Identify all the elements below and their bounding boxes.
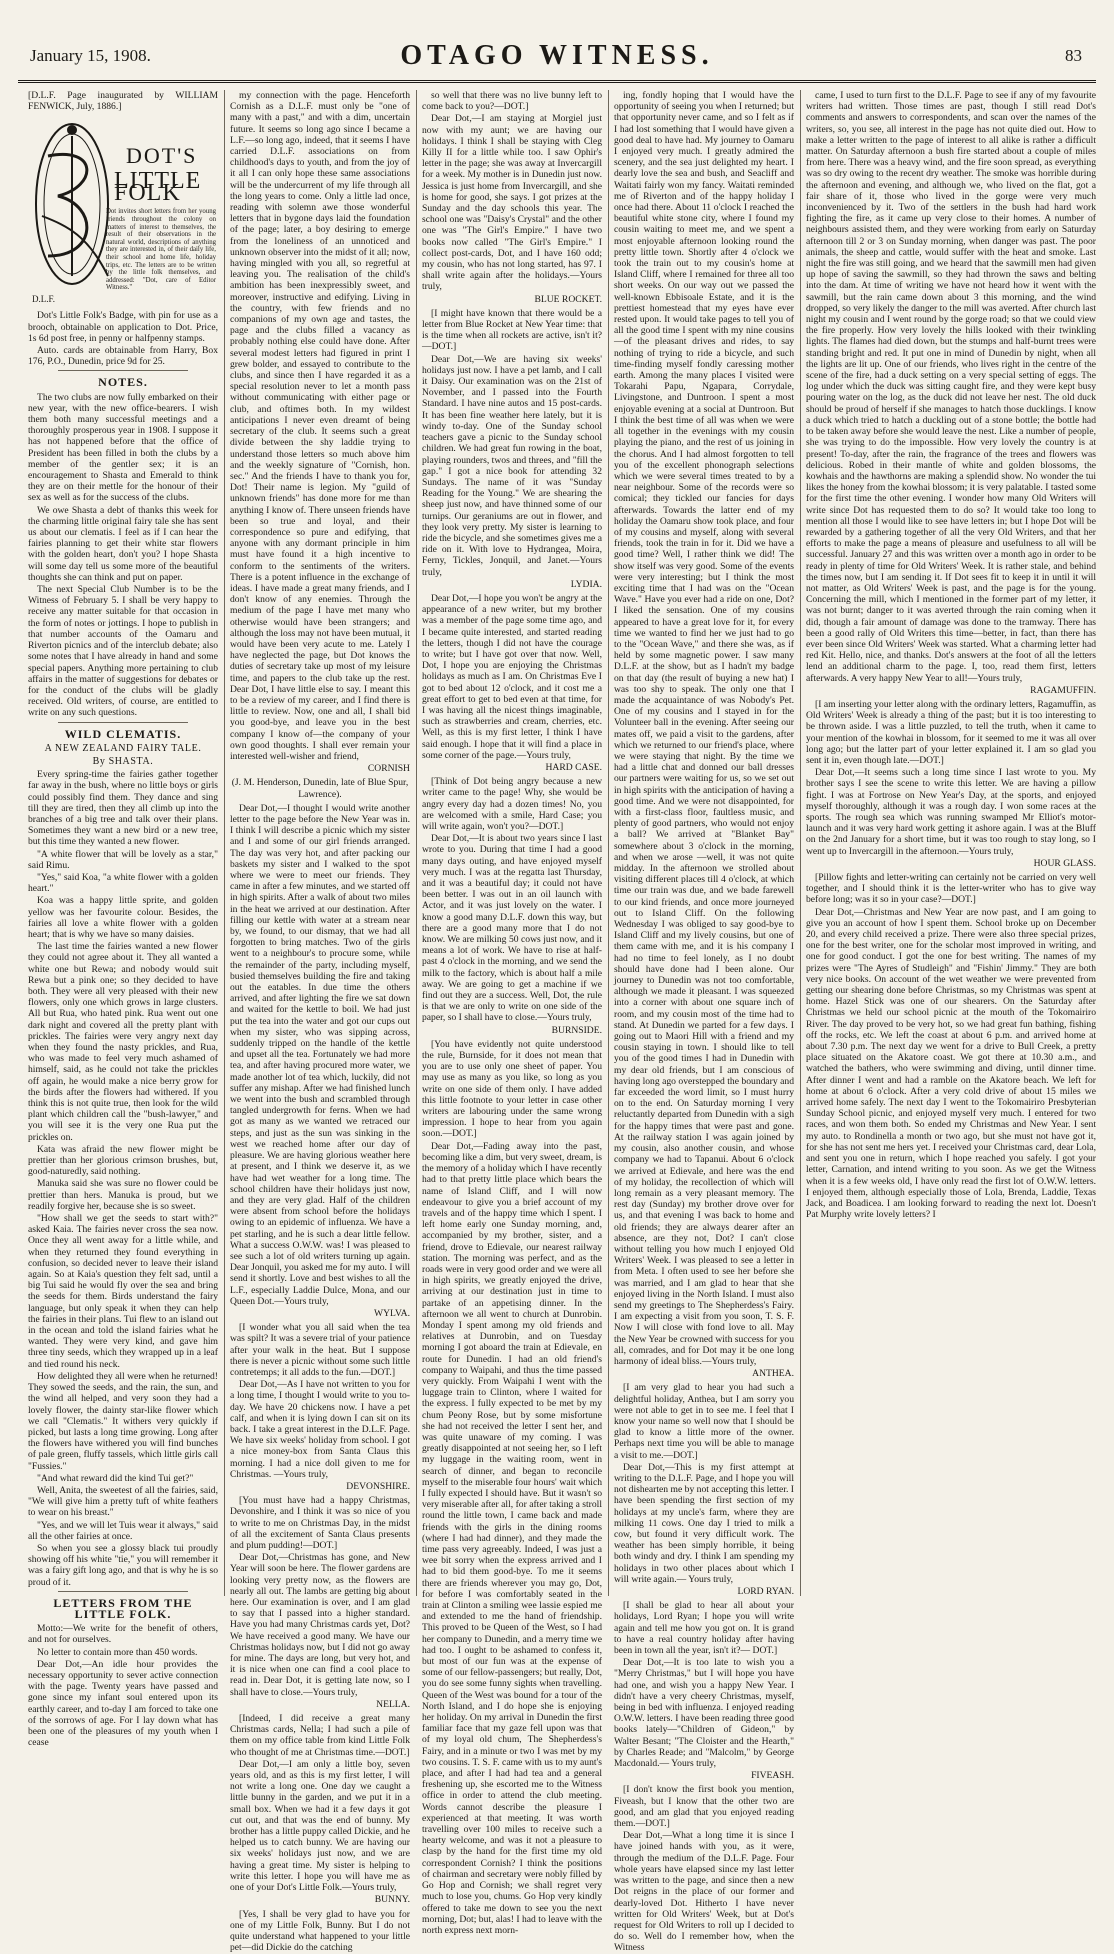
story-paragraph: How delighted they all were when he returned! They sowed the seeds, and the rain, the sun, and the wind all helped, and very soon they had a lovely flower, the dainty star-like flower which we call "Clematis." It withers very quickly if picked, but lasts a long time growing. Long after the flowers have withered you will find bunches of pale green, fluffy tassels, which little girls call "Fussies." (28, 1370, 218, 1472)
column-1 (28, 90, 218, 1749)
editor-reply: [I might have known that there would be a letter from Blue Rocket at New Year time: that is the time when all rockets are active, isn't it?—DOT.] (422, 307, 602, 353)
story-paragraph: Manuka said she was sure no flower could be prettier than hers. Manuka is proud, but we readily forgive her, because she is so sweet. (28, 1178, 218, 1212)
issue-date: January 15, 1908. (30, 46, 151, 65)
column-2 (230, 90, 410, 1954)
story-paragraph: Koa was a happy little sprite, and golden yellow was her favourite colour. Besides, the fairies all love a white flower with a golden heart; that is why we have so many daisies. (28, 895, 218, 940)
letter-paragraph: Dear Dot,—I thought I would write another letter to the page before the New Year was in. I think I will describe a picnic which my sister and I and some of our girl friends arranged. The day was very hot, and after packing our baskets my sister and I walked to the spot where we were to meet our friends. They came in after a few minutes, and we started off in high spirits. After a walk of about two miles in the heat we arrived at our destination. After filling our kettle with water at a stream near by, we found, to our dismay, that we had all forgotten to bring matches. Two of the girls went to a neighbour's to procure some, while the remainder of the party, including myself, busied themselves building the fire and taking out the eatables. In due time the others arrived, and after lighting the fire we sat down and waited for the kettle to boil. We had just put the tea into the water and got our cups out when my sister, who was sipping across, suddenly tripped on the handle of the kettle and upset all the tea. Fortunately we had more tea, and after having procured more water, we made another lot of tea which, luckily, did not suffer any mishap. After we had finished lunch we went into the bush and scrambled through tangled undergrowth for ferns. When we had got as many as we wanted we retraced our steps, and just as the sun was sinking in the west we reached home after our day of pleasure. We are having glorious weather here at present, and I think we deserve it, as we have had wet weather for a long time. The school children have their holidays just now, and they are very glad. Half of the children were absent from school before the holidays owing to an epidemic of influenza. We have a pet starling, and he is such a dear little fellow. What a success O.W.W. was! I was pleased to see such a lot of old writers turning up again. Dear Jonquil, you asked me for my auto. I will send it shortly. Love and best wishes to all the L.F., especially Laddie Dulce, Mona, and our Queen Dot.—Yours truly, (230, 802, 410, 1307)
letter-paragraph: Dear Dot,—It is too late to wish you a "Merry Christmas," but I will hope you have had one, and wish you a happy New Year. I didn't have a very cheery Christmas, myself, being in bed with influenza. I enjoyed reading O.W.W. letters. I have been reading three good books lately—"Children of Gideon," by Walter Besant; "The Cloister and the Hearth," by Charles Reade; and "Malcolm," by George Macdonald.— Yours truly, (614, 1657, 794, 1770)
story-paragraph: Every spring-time the fairies gather together far away in the bush, where no little boys or girls could possibly find them. They dance and sing till they are tired, then they all climb up into the branches of a big tree and talk over their plans. Sometimes they want a new bird or a new tree, but this time they wanted a new flower. (28, 769, 218, 848)
letter-paragraph: my connection with the page. Henceforth Cornish as a D.L.F. must only be "one of many with a past," and with a dim, uncertain future. It seems so long ago since I became a L.F.—so long ago, indeed, that it seems I have carried D.L.F. associations on from childhood's days to youth, and from the joy of it all I can only hope these same associations will be the undercurrent of my life through all the long years to come. Only a little lad once, reading with solemn awe those wonderful letters that in bygone days laid the foundation of the page; later, a boy desiring to emerge from the loneliness of an unnoticed and unknown observer into the midst of it all; now, having mingled with you all, so regretful at leaving you. The realisation of the child's ambition has been inexpressibly sweet, and moreover, instructive and edifying. Living in the country, with few friends and no companions of my own age and tastes, the page and the clubs filled a vacancy as probably nothing else could have done. After several modest letters had figured in print I grew bolder, and essayed to contribute to the clubs, and since then I have regarded it as a special resolution never to let a month pass without communicating with either page or club, and oftimes both. In my wildest anticipations I never even dreamt of being secretary of the club. It seems such a great divide between the shy laddie trying to understand those letters so much above him and the weekly signature of "Cornish, hon. sec." And the friends I have to thank you for, Dot! Their name is legion. My "guild of unknown friends" has done more for me than anything I know of. There unseen friends have been so true and loyal, and their correspondence so pure and edifying, that anyone with any dormant principle in him must have found it a high incentive to conform to the sentiments of the writers. There is a potent influence in the exchange of ideas. I have made a great many friends, and I don't know of any enemies. Through the medium of the page I have met many who otherwise would have been strangers; and although the loss may not have been mutual, it would have been very acute to me. Lately I have neglected the page, but Dot knows the duties of secretary take up most of my leisure time, and papers to the club take up the rest. Dear Dot, I have little else to say. I meant this to be a review of my career, and I find there is little to review. Now, one and all, I shall bid you good-bye, and leave you in the best company I know of—the company of your own good thoughts. I shall ever remain your interested well-wisher and friend, (230, 90, 410, 762)
section-rule (58, 370, 188, 371)
letter-signature: FIVEASH. (751, 1770, 794, 1782)
letter-signature: LORD RYAN. (737, 1586, 794, 1598)
letters-heading: LETTERS FROM THE LITTLE FOLK. (53, 1595, 193, 1621)
section-rule (58, 1591, 188, 1592)
editor-reply: [I shall be glad to hear all about your holidays, Lord Ryan; I hope you will write again and tell me how you got on. It is grand to have a real country holiday after having been in town all the year, isn't it?— DOT.] (614, 1600, 794, 1657)
letter-paragraph: Dear Dot,—Fading away into the past, becoming like a dim, but very sweet, dream, is the memory of a holiday which I have recently had to that pretty little place which bears the name of Island Cliff, and I will now endeavour to give you a brief account of my travels and of the happy time which I spent. I left home early one Sunday morning, and, accompanied by my brother, sister, and a friend, drove to Edievale, our nearest railway station. The morning was perfect, and as the roads were in very good order and we were all in high spirits, we greatly enjoyed the drive, arriving at our destination just in time to partake of an appetising dinner. In the afternoon we all went to church at Dunrobin. Monday I spent among my old friends and relatives at Dunrobin, and on Tuesday morning I got aboard the train at Edievale, en route for Dunedin. I had an old friend's company to Waipahi, and thus the time passed very quickly. From Waipahi I went with the luggage train to Clinton, where I waited for the express. I fully expected to be met by my chum Peony Rose, but by some misfortune she had not received the letter I sent her, and was quite unaware of my coming. I was greatly disappointed at not seeing her, so I left my luggage in the waiting room, went in search of dinner, and began to reconcile myself to the miserable four hours' wait which I fully expected I should have. But it wasn't so very miserable after all, for after taking a stroll round the little town, I came back and made friends with the girls in the dining rooms (where I had had dinner), and they made the time pass very agreeably. Indeed, I was just a wee bit sorry when the express arrived and I had to bid them good-bye. To me it seems there are friends wherever you may go, Dot, for before I was comfortably seated in the train at Clinton a smiling wee lassie espied me and extended to me the hand of friendship. This proved to be Queen of the West, so I had her company to Dunedin, and a merry time we had too. I ought to be ashamed to confess it, but most of our fun was at the expense of some of our fellow-passengers; but really, Dot, you do see some funny sights when travelling. Queen of the West was bound for a tour of the North Island, and I do hope she is enjoying her holiday. On my arrival in Dunedin the first familiar face that my gaze fell upon was that of my loyal old chum, The Shepherdess's Fairy, and in a minute or two I was met by my two cousins. T. S. F. came with us to my aunt's place, and after I had had tea and a general freshening up, she escorted me to the Witness office in order to attend the club meeting. Words cannot describe the pleasure I experienced at that meeting. It was worth travelling over 100 miles to receive such a hearty welcome, and was it not a pleasure to clasp by the hand for the first time my old correspondent Cornish? I think the positions of chairman and secretary were nobly filled by Go Hop and Cornish; we shall regret very much to lose you, chums. Go Hop very kindly offered to take me down to see you the next morning, Dot; but, alas! I had to leave with the north express next morn- (422, 1140, 603, 1936)
column-5 (806, 90, 1096, 1596)
column-4 (614, 90, 794, 1954)
letter-signature: HARD CASE. (545, 761, 602, 773)
section-rule (58, 722, 188, 723)
letter-signature: BURNSIDE. (551, 1024, 602, 1036)
letter-paragraph: Dear Dot,—As I have not written to you for a long time, I thought I would write to you to-day. We have 20 chickens now. I have a pet calf, and when it is lying down I can sit on its back. I take a great interest in the D.L.F. Page. We have six weeks' holiday from school. I got a nice money-box from Santa Claus this morning. I had a nice doll given to me for Christmas. —Yours truly, (230, 1379, 410, 1480)
column-3 (422, 90, 603, 1936)
story-subheading: A NEW ZEALAND FAIRY TALE. (44, 742, 202, 754)
story-paragraph: "And what reward did the kind Tui get?" (37, 1472, 194, 1484)
letter-paragraph: Dear Dot,—It is about two years since I last wrote to you. During that time I had a good many days outing, and have enjoyed myself very much. I was at the regatta last Thursday, and it was a beautiful day; it could not have been better. I was out in an oil launch with Actor, and it was just lovely on the water. I know a good many D.L.F. down this way, but there are a good many more that I do not know. We are milking 50 cows just now, and it means a lot of work. We have to rise at half-past 4 o'clock in the morning, and we send the milk to the factory, which is about half a mile away. We are going to get a machine if we find out they are a success. Well, Dot, the rule is that we are only to write on one side of the paper, so I shall have to close.—Yours truly, (422, 833, 602, 1024)
letter-paragraph: Dear Dot,—An idle hour provides the necessary opportunity to sever active connection with the page. Twenty years have passed and gone since my infant soul entered upon its earthly career, and to-day I am forced to take one of the sorrows of age. For I lay down what has been one of the pleasures of my youth when I cease (28, 1658, 218, 1749)
badge-description: Dot invites short letters from her young friends throughout the colony on matters of interest to themselves, the result of their observations in the natural world, descriptions of anything they are interested in, of their daily life, their school and home life, holiday trips, etc. The letters are to be written by the little folk themselves, and addressed: "Dot, care of Editor Witness." (106, 208, 216, 292)
badge-note: Dot's Little Folk's Badge, with pin for use as a brooch, obtainable on application to Dot. Price, 1s 6d post free, in penny or halfpenny stamps. (28, 310, 218, 344)
letter-paragraph: Dear Dot,—What a long time it is since I have joined hands with you, as it were, through the medium of the D.L.F. Page. Four whole years have elapsed since my last letter was written to the page, and since then a new Dot reigns in the place of our former and dearly-loved Dot. Hitherto I have never written for Old Writers' Week, but at Dot's request for Old Writers to roll up I decided to do so. Well do I remember how, when the Witness (614, 1830, 794, 1954)
story-paragraph: Kata was afraid the new flower might be prettier than her glorious crimson brushes, but, good-naturedly, said nothing. (28, 1143, 218, 1178)
editor-reply: so well that there was no live bunny left to come back to you?—DOT.] (422, 90, 602, 113)
column-divider (800, 90, 801, 1596)
story-paragraph: The last time the fairies wanted a new flower they could not agree about it. They all wanted a white one but Rewa; and nobody would suit Rewa but a pink one; so they decided to have both. They were all very pleased with their new flowers, only one which grows in large clusters. All but Rua, who hated pink. Rua went out one dark night and covered all the pretty plant with prickles. The fairies were very angry next day when they found the nasty prickles, and Rua, who was made to feel very much ashamed of himself, said, as he could not take the prickles off again, he would make a nice berry grow for the birds after the flowers had withered. If you think this is not quite true, then look for the wild plant which children call the "bush-lawyer," and you will see it is the very one Rua put the prickles on. (28, 941, 218, 1143)
column-divider (224, 90, 225, 1596)
story-heading: WILD CLEMATIS. (64, 726, 182, 741)
editor-reply: [I wonder what you all said when the tea was spilt? It was a severe trial of your patience after your walk in the heat. But I suppose there is never a picnic without some such little contretemps; it all adds to the fun.—DOT.] (230, 1322, 410, 1378)
story-paragraph: So when you see a glossy black tui proudly showing off his white "tie," you will remember it was a fairy gift long ago, and that is why he is so proud of it. (28, 1542, 218, 1588)
story-paragraph: "Yes, and we will let Tuis wear it always," said all the other fairies at once. (28, 1519, 218, 1542)
column-divider (416, 90, 417, 1596)
badge-subtitle: LITTLE FOLK (114, 168, 202, 206)
letters-motto: Motto:—We write for the benefit of others, and not for ourselves. (28, 1623, 218, 1646)
editor-reply: [You have evidently not quite understood the rule, Burnside, for it does not mean that you are to use only one sheet of paper. You may use as many as you like, so long as you write on one side of them only. I have added this little footnote to your letter in case other writers are labouring under the same wrong impression. I hope to hear from you again soon.—DOT.] (422, 1038, 602, 1140)
letter-paragraph: Dear Dot,—This is my first attempt at writing to the D.L.F. Page, and I hope you will not dishearten me by not accepting this letter. I have been spending the first section of my holidays at my uncle's farm, where they are milking 11 cows. One day I tried to milk a cow, but found it very difficult work. The weather has been simply horrible, it being both windy and dry. I think I am spending my holidays in two other places about which I will write again.— Yours truly, (614, 1461, 794, 1585)
page-number: 83 (1065, 46, 1082, 65)
masthead (18, 40, 1096, 74)
letter-paragraph: Dear Dot,—I hope you won't be angry at the appearance of a new writer, but my brother was a member of the page some time ago, and I became quite interested, and started reading the letters, though I did not have the courage to write; but I have got over that now. Well, Dot, I hope you are enjoying the Christmas holidays as much as I am. On Christmas Eve I got to bed about 12 o'clock, and it cost me a great effort to get to bed even at that time, for I was having all the nicest things imaginable, such as strawberries and cream, cherries, etc. Well, as this is my first letter, I think I have said enough. I hope that it will find a place in some corner of the page.—Yours truly, (422, 592, 602, 761)
letter-paragraph: Dear Dot,—I am only a little boy, seven years old, and as this is my first letter, I will not write a long one. One day we caught a little bunny in the garden, and we put it in a small box. When we had it a few days it got cut out, and that was the end of bunny. My brother has a little puppy called Dickie, and he helped us to catch bunny. We are having our six weeks' holidays just now, and we are having a great time. My sister is helping to write this letter. I hope you will have me as one of your Dot's Little Folk.—Yours truly, (230, 1758, 410, 1894)
editor-reply: [Indeed, I did receive a great many Christmas cards, Nella; I had such a pile of them on my office table from kind Little Folk who thought of me at Christmas time.—DOT.] (230, 1713, 410, 1758)
masthead-rule (18, 80, 1096, 83)
letter-paragraph: ing, fondly hoping that I would have the opportunity of seeing you when I returned; but that opportunity never came, and so I felt as if I had lost something that I would have given a good deal to have had. My journey to Oamaru I enjoyed very much. I greatly admired the scenery, and the sea just delighted my heart. I dearly love the sea and bush, and Seacliff and Waitati fairly won my fancy. Waitati reminded me of Riverton and of the happy holiday I once had there. About 11 o'clock I reached the beautiful white stone city, where I found my cousin waiting to meet me, and we spent a most enjoyable afternoon looking round the pretty little town. Shortly after 4 o'clock we took the train out to my cousin's home at Island Cliff, where I remained for three all too short weeks. On our way out we passed the well-known Ebbisoale Estate, and it is the prettiest homestead that my eyes have ever rested upon. It would take pages to tell you of all the good time I spent with my nine cousins—of the pleasant drives and rides, to say nothing of trying to ride a bicycle, and such time-finding myself fondly caressing mother earth. Among the many places I visited were Tokarahi Papu, Ngapara, Corrydale, Livingstone, and Duntroon. I spent a most enjoyable evening at a social at Duntroon. But I think the best time of all was when we were all together in the evenings with my cousin playing the piano, and the rest of us joining in the chorus. And I had almost forgotten to tell you of the excellent phonograph selections which we were several times treated to by a near neighbour. Some of the records were so comical; they tickled our fancies for days afterwards. Towards the latter end of my holiday the Oamaru show took place, and four of my cousins and myself, along with several friends, took the train in for it. Did we have a good time? Well, I rather think we did! The show itself was very good. Some of the events were very interesting; but I think the most exciting time that I had was on the "Ocean Wave." Have you ever had a ride on one, Dot? I liked the sensation. One of my cousins appeared to have a great love for it, for every time we wanted to find her we just had to go to the "Ocean Wave," and there she was, as if held by some magnetic power. I saw many D.L.F. at the show, but as I hadn't my badge on that day (the result of buying a new hat) I was too shy to speak. The only one that I made the acquaintance of was Nobody's Pet. One of my cousins and I stayed in for the Volunteer ball in the evening. After seeing our mates off, we paid a visit to the gardens, after which we returned to our friend's place, where we were staying that night. By the time we had a little chat and donned our ball dresses our partners were waiting for us, so we set out in high spirits with the anticipation of having a good time. And we were not disappointed, for with a first-class floor, faultless music, and plenty of good partners, who would not enjoy a ball? We arrived at "Blanket Bay" somewhere about 3 o'clock in the morning, and when we arose —well, it was not quite midday. In the afternoon we strolled about visiting different places till 4 o'clock, at which time our train was due, and we bade farewell to our kind friends, and once more journeyed out to Island Cliff. On the following Wednesday I was obliged to say good-bye to Island Cliff and my lively cousins, but one of them came with me, and it is his company I had no time to feel lonely, as I no doubt should have done had I been alone. Our journey to Dunedin was not too comfortable, although we made it pleasant. I was squeezed into a corner with about one square inch of room, and my cousin most of the time had to stand. At Dunedin we parted for a few days. I going out to Maori Hill with a friend and my cousin staying in town. I should like to tell you of the good times I had in Dunedin with my dear old friends, but I am conscious of having long ago overstepped the boundary and far exceeded the word limit, so I must hurry on to the end. On Saturday morning I very reluctantly departed from Dunedin with a sigh for the happy times that were past and gone. At the railway station I was again joined by my cousin, also another cousin, and whose company we had to Tapanui. About 6 o'clock we arrived at Edievale, and here was the end of my holiday, the recollection of which will long remain as a very pleasant memory. The rest day (Sunday) my brother drove over for us, and that evening I was back to home and old friends; they are always dearer after an absence, are they not, Dot? I can't close without telling you how much I enjoyed Old Writers' Week. I was pleased to see a letter in from Meta. I often used to see her before she was married, and I am glad to hear that she enjoyed living in the North Island. I must also send my greetings to The Shepherdess's Fairy. I am expecting a visit from you soon, T. S. F. Now I will close with fond love to all. May the New Year be crowned with success for you all, comrades, and for Dot may it be one long harmony of ideal bliss.—Yours truly, (614, 90, 794, 1367)
editor-reply: [Think of Dot being angry because a new writer came to the page! Why, she would be angry every day had a dozen times! No, you are welcomed with a smile, Hard Case; you will write again, won't you?—DOT.] (422, 776, 602, 832)
story-paragraph: "How shall we get the seeds to start with?" asked Kaia. The fairies never cross the sea now. Once they all went away for a little while, and when they returned they found everything in confusion, so decided never to leave their island again. So at Kaia's question they felt sad, until a big Tui said he would fly over the sea and bring the seeds for them. Birds understand the fairy language, but only speak it when they can help the fairies in their plans. Tui flew to an island out in the ocean and told the island fairies what he wanted. They were very kind, and gave him three tiny seeds, which they wrapped up in a leaf and tied round his neck. (28, 1213, 218, 1370)
story-paragraph: "A white flower that will be lovely as a star," said Rimu. (28, 848, 218, 871)
notes-paragraph: We owe Shasta a debt of thanks this week for the charming little original fairy tale she has sent us about our clematis. I feel as if I can hear the fairies planning to get their white star flowers with the golden heart, don't you? I hope Shasta will some day tell us some more of the beautiful thoughts she can think and put on paper. (28, 504, 218, 583)
story-paragraph: Well, Anita, the sweetest of all the fairies, said, "We will give him a pretty tuft of white feathers to wear on his breast." (28, 1484, 218, 1519)
letter-signature: LYDIA. (570, 578, 602, 590)
story-byline: By SHASTA. (92, 755, 154, 767)
album-note: Auto. cards are obtainable from Harry, Box 176, P.O., Dunedin, price 9d for 25. (28, 345, 218, 368)
letters-rule: No letter to contain more than 450 words. (37, 1646, 198, 1658)
dots-little-folk-badge (28, 116, 218, 308)
letter-signature: ANTHEA. (752, 1368, 794, 1380)
letter-signature-note: (J. M. Henderson, Dunedin, late of Blue Spur, Lawrence). (231, 777, 409, 800)
notes-heading: NOTES. (98, 375, 148, 390)
letter-paragraph: Dear Dot,—We are having six weeks' holidays just now. I have a pet lamb, and I call it Daisy. Our examination was on the 21st of November, and I passed into the Fourth Standard. I have nine autos and 15 post-cards. It has been fine weather here lately, but it is windy to-day. One of the Sunday school teachers gave a picnic to the Sunday school children. We had great fun rowing in the boat, playing rounders, twos and threes, and "fill the gap." I got a nice book for attending 32 Sundays. The name of it was "Sunday Reading for the Young." We are shearing the sheep just now, and have thinned some of our turnips. Our geraniums are out in flower, and they look very pretty. My sister is learning to ride the bicycle, and she sometimes gives me a ride on it. With love to Hydrangea, Moira, Ferny, Tickles, Jonquil, and Janet.—Yours truly, (422, 353, 602, 578)
letter-signature: BLUE ROCKET. (534, 293, 602, 305)
letter-paragraph: came, I used to turn first to the D.L.F. Page to see if any of my favourite writers had written. Those times are past, though I still read Dot's comments and answers to correspondents, and scan over the names of the writers, so, you see, all interest in the page has not quite died out. How to make a letter written to the page of interest to all alike is rather a difficult matter. On Saturday afternoon a bush fire started about a couple of miles from here. There was a heavy wind, and the fire soon spread, as everything was so dry owing to the recent dry weather. The smoke was horrible during the afternoon and evening, and although we, who lived on the flat, got a fair share of it, those who lived in the gorge were very much inconvenienced by it. Two of the settlers in the bush had hard work fighting the fire, as it came up very close to their homes. A number of neighbours assisted them, and they were working from early on Saturday afternoon till 2 or 3 on Sunday morning, when danger was past. The poor animals, the sheep and cattle, would suffer with the heat and smoke. Last night the fire was still going, and we heard that the sawmill men had given up hope of saving the sawmill, so they had thrown the saws and belting into the dam. At time of writing we have not heard how it went with the sawmill, but the rain came down about 3 this morning, and the wind dropped, so very likely the danger to the mill was averted. After church last night my cousin and I went round by the gorge road; so that we could view the fire properly. How very lovely the hills looked with their twinkling lights. The flames had died down, but the stumps and half-burnt trees were standing bright and red. It put one in mind of Dunedin by night, when all the lights are lit up. One of our friends, who lives right in the centre of the scene of the fire, had a duck setting on a very special setting of eggs. The log under which the duck was sitting caught fire, and they were kept busy pouring water on the log, as the duck did not leave her nest. The old duck should be proud of herself if she manages to hatch those ducklings. I know a duck which tried to hatch a duckling out of a stone bottle; the bottle had to be taken away before she would leave the nest. Like a number of people, she was trying to do the impossible. How very lovely the country is at present! To-day, after the rain, the fragrance of the trees and flowers was delicious. Robed in their mantle of white and golden blossoms, the kowhais and the hawthorns are making a splendid show. No wonder the tui likes the honey from the kowhai blossom; it is very palatable. I tasted some for the first time the other evening. I wonder how many Old Writers will write since Dot has requested them to do so? It would take too long to mention all those I would like to see have letters in; but I hope Dot will be rewarded by a gathering together of all the very Old Writers, and that her efforts to make the page a means of pleasure and usefulness to all will be successful. January 27 and this was written over a month ago in order to be ready in plenty of time for Old Writers' Week. It is rather stale, and behind the times now, but I am sending it. If Dot sees fit to keep it in until it will not matter, as Old Writers' Week is past, and the page is for the young. Concerning the mill, which I mentioned in the former part of my letter, it was not burnt; danger to it was averted through the rain coming when it did, though a fair amount of damage was done to the tramway. There has been a good rally of Old Writers this time—better, in fact, than there has ever been since Old Writers' Week was started. What a charming letter had red Kit. Hello, nice, and thanks. Dot's answers at the foot of all the letters lend an additional charm to the page. I, too, read them first, letters afterwards. A very happy New Year to all!—Yours truly, (806, 90, 1096, 684)
letter-signature: CORNISH (367, 763, 410, 775)
letter-signature: DEVONSHIRE. (346, 1480, 410, 1492)
letter-paragraph: Dear Dot,—Christmas and New Year are now past, and I am going to give you an account of how I spent them. School broke up on December 20, and every child received a prize. There were also three special prizes, one for the best writer, one for the scholar most improved in writing, and one for good conduct. I got the one for best writing. The names of my prizes were "The Ayres of Studleigh" and "Fishin' Jimmy." They are both very nice books. On account of the wet weather we were prevented from getting our shearing done before Christmas, so my Christmas was spent at home. Hazel Stick was one of our shearers. On the Saturday after Christmas we held our school picnic at the mouth of the Tokomairiro River. The day proved to be very hot, so we had great fun bathing, fishing off the rocks, etc. We left the coast at about 6 p.m. and arrived home at about 7.30 p.m. The next day we went for a drive to Bull Creek, a pretty place situated on the Akatore coast. We got there at 10.30 a.m., and watched the bathers, who were swimming and diving, until dinner time. After dinner I went and had a ramble on the Akatore beach. We left for home at about 6 o'clock. After a very cold drive of about 15 miles we arrived home safely. The next day I went to the Tokomairiro Presbyterian Sunday School picnic, and enjoyed myself very much. I entered for two races, and won them both. So ended my Christmas and New Year. I sent my auto. to Rondinella a month or two ago, but she must not have got it, for she has not sent me hers yet. I received your Christmas card, dear Lola, and sent you one in return, which I hope reached you safely. I got your letter, Carnation, and intend writing to you soon. As we get the Witness when it is a few weeks old, I have only read the first lot of O.W.W. letters. I enjoyed them, although especially those of Lola, Brenda, Laddie, Texas Jack, and Boadicea. I am looking forward to reading the next lot. Doesn't Pat Murphy write lovely letters? I (806, 906, 1096, 1221)
letter-signature: WYLVA. (374, 1307, 410, 1319)
letter-signature: BUNNY. (374, 1894, 410, 1906)
newspaper-title: OTAGO WITNESS. (400, 40, 714, 71)
editor-reply: [Pillow fights and letter-writing can certainly not be carried on very well together, and I should think it is the letter-writer who has to give way before long; was it so in your case?—DOT.] (806, 872, 1096, 906)
editor-reply: [I don't know the first book you mention, Fiveash, but I know that the other two are good, and am glad that you enjoyed reading them.—DOT.] (614, 1784, 794, 1830)
column-divider (608, 90, 609, 1596)
editor-reply: [You must have had a happy Christmas, Devonshire, and I think it was so nice of you to write to me on Christmas Day, in the midst of all the excitement of Santa Claus presents and plum pudding!—DOT.] (230, 1495, 410, 1551)
badge-caption: D.L.F. (32, 294, 56, 305)
notes-paragraph: The two clubs are now fully embarked on their new year, with the new office-bearers. I wish them both many successful meetings and a thoroughly prosperous year in 1908. I suppose it has not happened before that the office of President has been filled in both the clubs by a member of the gentler sex; it is an encouragement to Shasta and Emerald to think they are on their mettle for the honour of their sex as well as for the success of the clubs. (28, 391, 218, 504)
page-intro: [D.L.F. Page inaugurated by WILLIAM FENWICK, July, 1886.] (28, 90, 218, 113)
letter-paragraph: Dear Dot,—Christmas has gone, and New Year will soon be here. The flower gardens are looking very pretty now, as the flowers are nearly all out. The lambs are getting big about here. Our examination is over, and I am glad to say that I passed into a higher standard. Have you had many Christmas cards yet, Dot? We have received a good many. We have our Christmas holidays now, but I did not go away for mine. The days are long, but very hot, and it is nice when one can find a cool place to read in. Dear Dot, it is getting late now, so I shall have to close.—Yours truly, (230, 1552, 410, 1698)
editor-reply: [Yes, I shall be very glad to have you for one of my Little Folk, Bunny. But I do not quite understand what happened to your little pet—did Dickie do the catching (230, 1908, 410, 1954)
letter-signature: HOUR GLASS. (1033, 857, 1096, 869)
letter-signature: RAGAMUFFIN. (1030, 684, 1096, 696)
editor-reply: [I am very glad to hear you had such a delightful holiday, Anthea, but I am sorry you were not able to get in to see me. I feel that I know your name so well now that I should be glad to know a little more of the owner. Perhaps next time you will be able to manage a visit to me.—DOT.] (614, 1382, 794, 1461)
story-paragraph: "Yes," said Koa, "a white flower with a golden heart." (28, 871, 218, 895)
badge-title: DOT'S (126, 143, 198, 169)
letter-paragraph: Dear Dot,—It seems such a long time since I last wrote to you. My brother says I see the scene to write this letter. We are having a pillow fight. I was at Fortrose on New Year's Day, at the sports, and enjoyed myself thoroughly, although it was a rough day. I won some races at the sports. The rough sea which was running swamped Mr Elliot's motor-launch and it was very hard work getting it ashore again. I was at the Bluff on the 2nd January for a short time, but it was too rough to stay long, so I went up to Invercargill in the afternoon.—Yours truly, (806, 767, 1096, 857)
editor-reply: [I am inserting your letter along with the ordinary letters, Ragamuffin, as Old Writers' Week is already a thing of the past; but it is too interesting to be thrown aside. I was a little puzzled, to tell the truth, when it came to your mention of the kowhai in blossom, for it seemed to me it was all over long ago; but the latter part of your letter explained it. I am so glad you sent it in, even though late.—DOT.] (806, 698, 1096, 766)
letter-signature: NELLA. (376, 1698, 410, 1710)
notes-paragraph: The next Special Club Number is to be the Witness of February 5. I shall be very happy to receive any matter suitable for that occasion in the form of notes or jottings. I hope to publish in that number accounts of the Oamaru and Riverton picnics and of the interclub debate; also some notes that I have already in hand and some special papers. Anything more pertaining to club affairs in the matter of suggestions for debates or for the conduct of the clubs will be gladly received. Old writers, of course, are entitled to write on any such questions. (28, 584, 218, 719)
letter-paragraph: Dear Dot,—I am staying at Morgiel just now with my aunt; we are having our holidays. I think I shall be staying with Cleg Killy II for a little while too. I saw Ophir's letter in the page; she was away at Invercargill for a week. My mother is in Dunedin just now. Jessica is just home from Invercargill, and she is home for good, she says. I got prizes at the Sunday and the day schools this year. The school one was "Daisy's Crystal" and the other one was "The Girl's Empire." I have two books now called "The Girl's Empire." I collect post-cards, Dot, and I have 160 odd; my cousin, who has not long started, has 97. I shall write again after the holidays.—Yours truly, (422, 113, 602, 293)
